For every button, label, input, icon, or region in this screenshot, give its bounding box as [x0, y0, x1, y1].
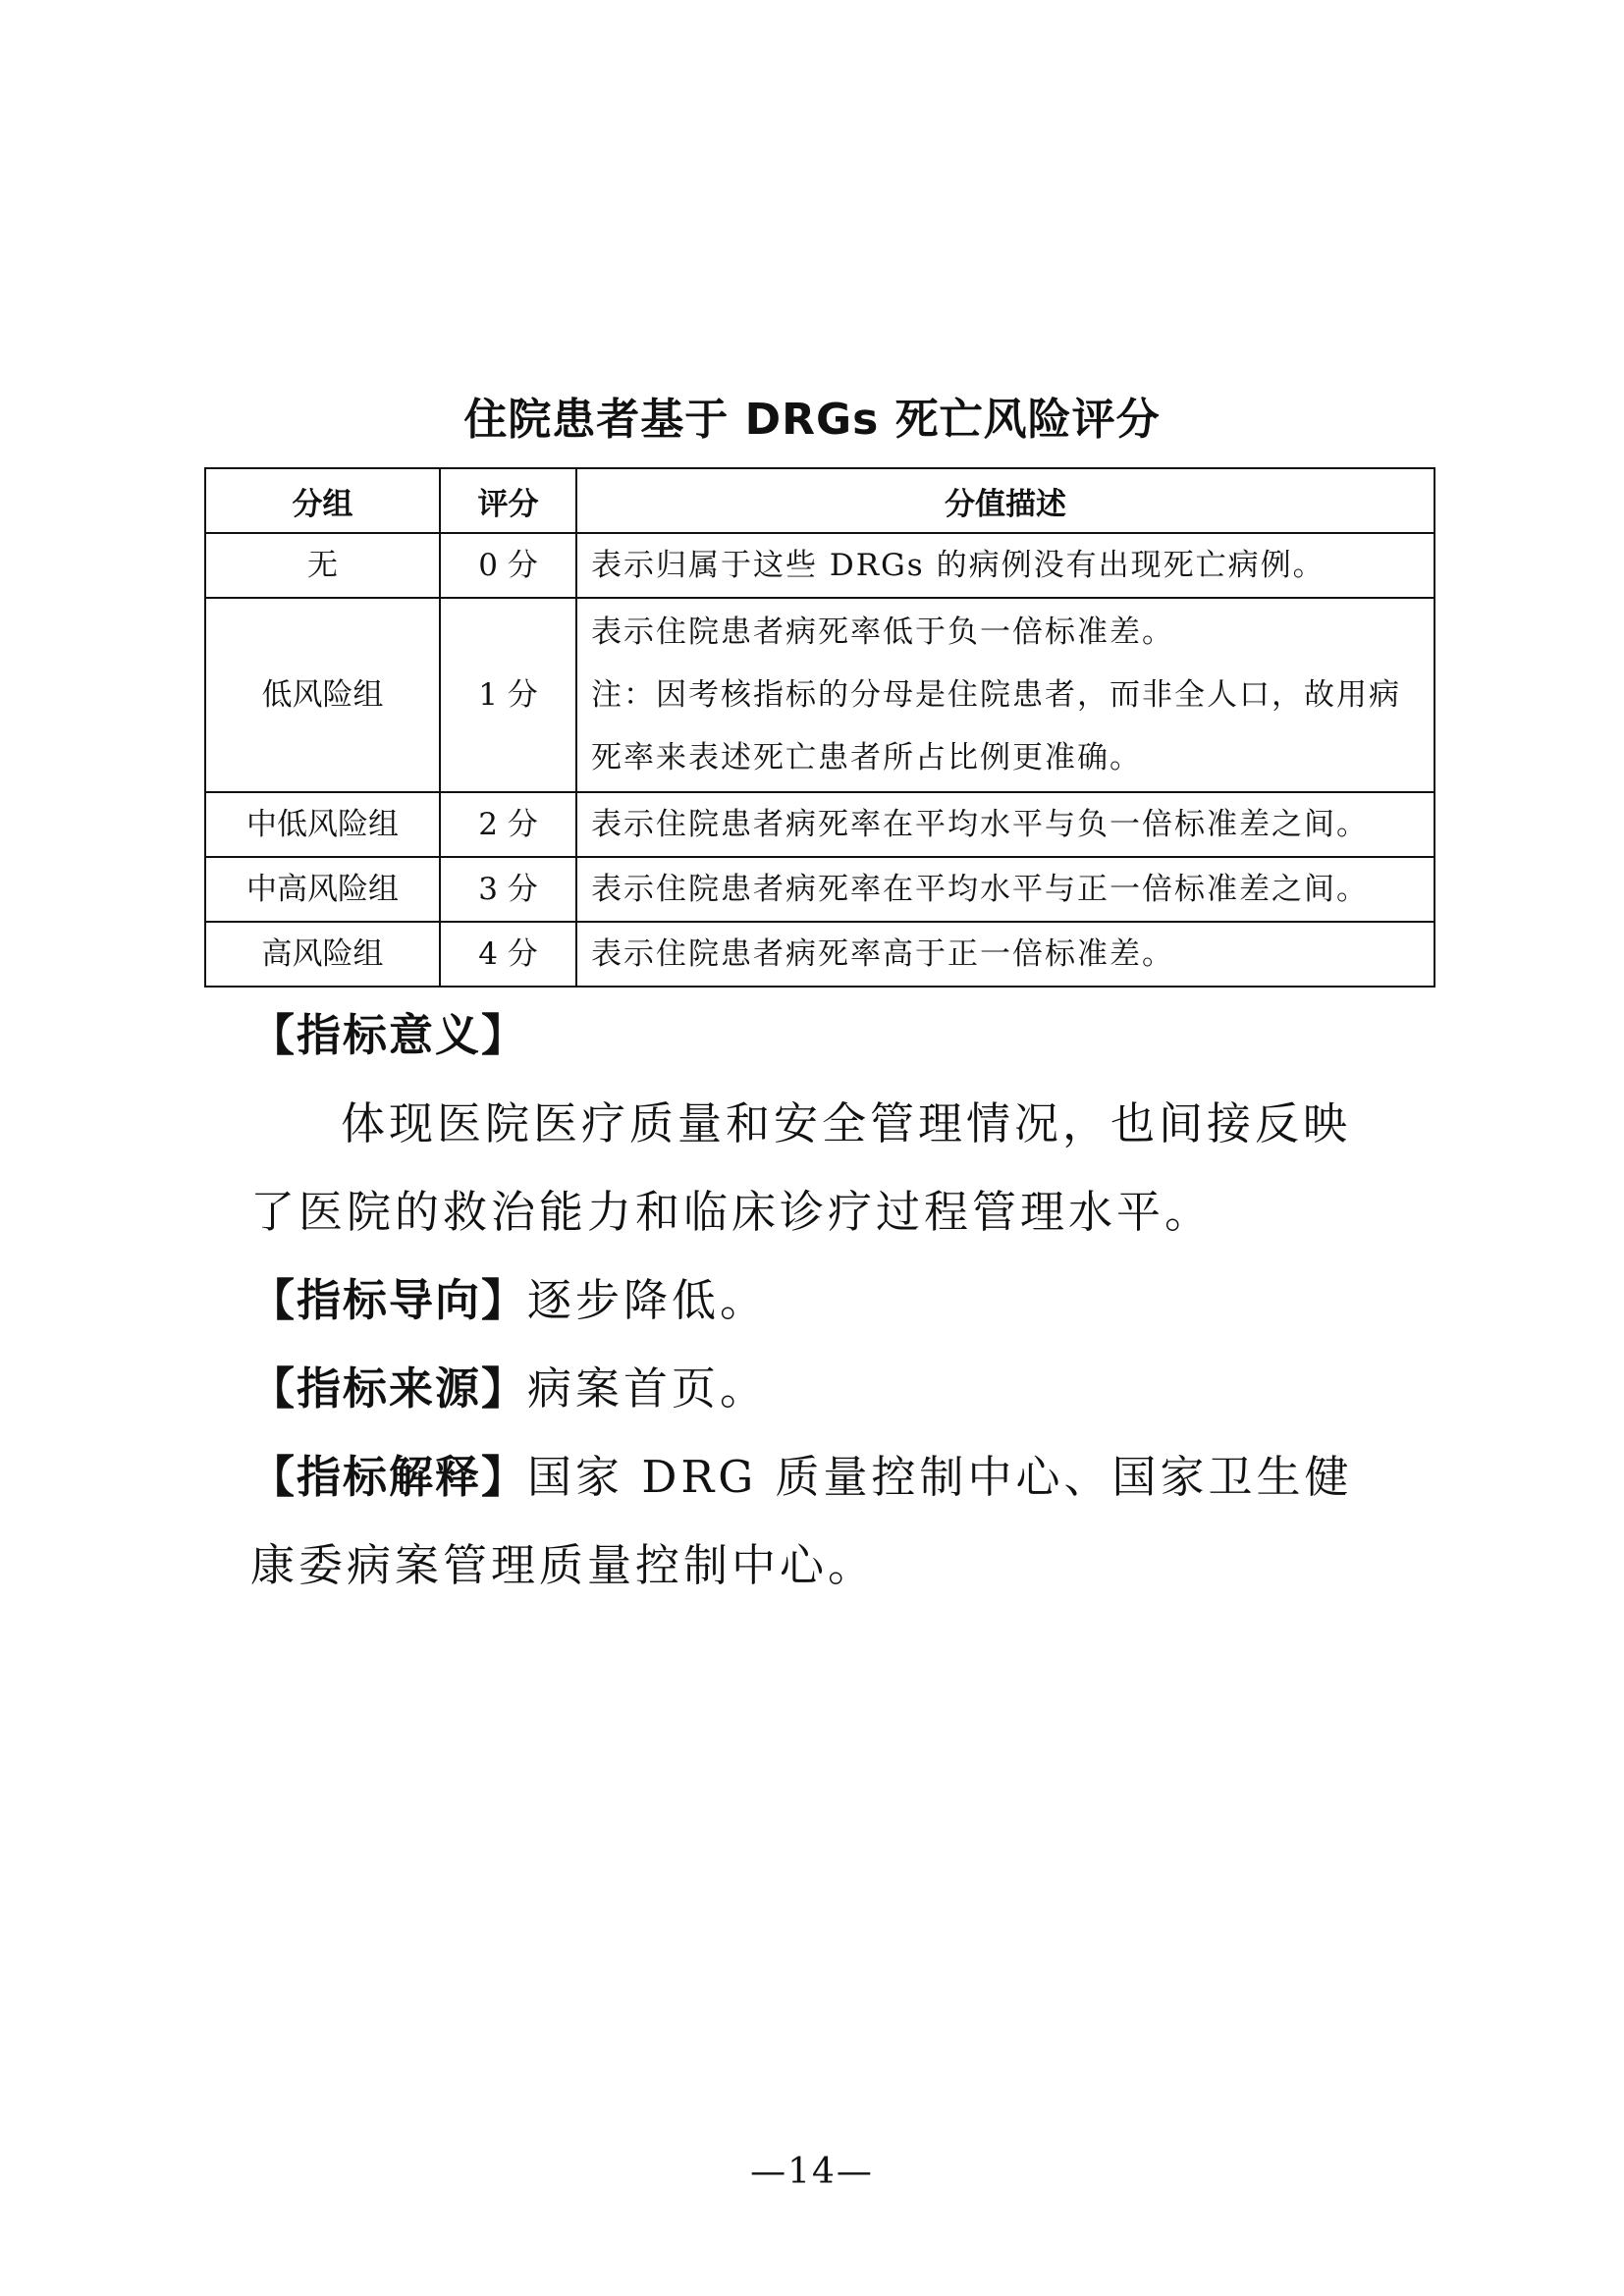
page-number: —14— [750, 2152, 874, 2192]
direction-text: 逐步降低。 [527, 1274, 769, 1326]
table-row [205, 792, 1435, 857]
source-label: 【指标来源】 [250, 1362, 528, 1415]
cell-score: 0 分 [440, 533, 576, 598]
description-line: 表示住院患者病死率在平均水平与负一倍标准差之间。 [591, 807, 1369, 842]
significance-paragraph: 体现医院医疗质量和安全管理情况，也间接反映了医院的救治能力和临床诊疗过程管理水平。 [250, 1097, 1352, 1238]
interpretation-text: 国家 DRG 质量控制中心、国家卫生健康委病案管理质量控制中心。 [250, 1451, 1353, 1591]
description-line: 表示住院患者病死率在平均水平与正一倍标准差之间。 [591, 872, 1369, 907]
cell-description [576, 857, 1435, 922]
header-score: 评分 [440, 468, 576, 533]
cell-group: 中低风险组 [205, 792, 440, 857]
cell-score: 3 分 [440, 857, 576, 922]
description-note-line: 注：因考核指标的分母是住院患者，而非全人口，故用病 [591, 677, 1401, 713]
interpretation-label: 【指标解释】 [250, 1451, 528, 1503]
cell-group: 低风险组 [205, 598, 440, 792]
table-row [205, 533, 1435, 598]
cell-group: 无 [205, 533, 440, 598]
source-section [250, 1345, 1389, 1433]
risk-score-table [204, 467, 1435, 988]
description-line: 表示归属于这些 DRGs 的病例没有出现死亡病例。 [591, 548, 1326, 583]
significance-heading [250, 991, 1389, 1080]
header-group: 分组 [205, 468, 440, 533]
cell-score: 4 分 [440, 922, 576, 987]
header-description: 分值描述 [576, 468, 1435, 533]
cell-description [576, 533, 1435, 598]
cell-description [576, 922, 1435, 987]
cell-group: 中高风险组 [205, 857, 440, 922]
table-title: 住院患者基于 DRGs 死亡风险评分 [463, 395, 1161, 445]
table-row [205, 857, 1435, 922]
table-header-row [205, 468, 1435, 533]
cell-score: 1 分 [440, 598, 576, 792]
table-row [205, 598, 1435, 792]
significance-section [250, 991, 1389, 1256]
interpretation-section [250, 1433, 1389, 1610]
direction-section [250, 1256, 1389, 1345]
significance-label: 【指标意义】 [250, 1009, 528, 1061]
cell-group: 高风险组 [205, 922, 440, 987]
source-text: 病案首页。 [527, 1362, 769, 1415]
description-note-line: 死率来表述死亡患者所占比例更准确。 [591, 740, 1142, 775]
cell-description [576, 598, 1435, 792]
description-line: 表示住院患者病死率低于负一倍标准差。 [591, 614, 1174, 650]
description-line: 表示住院患者病死率高于正一倍标准差。 [591, 936, 1174, 972]
cell-description [576, 792, 1435, 857]
direction-label: 【指标导向】 [250, 1274, 528, 1326]
cell-score: 2 分 [440, 792, 576, 857]
table-row [205, 922, 1435, 987]
